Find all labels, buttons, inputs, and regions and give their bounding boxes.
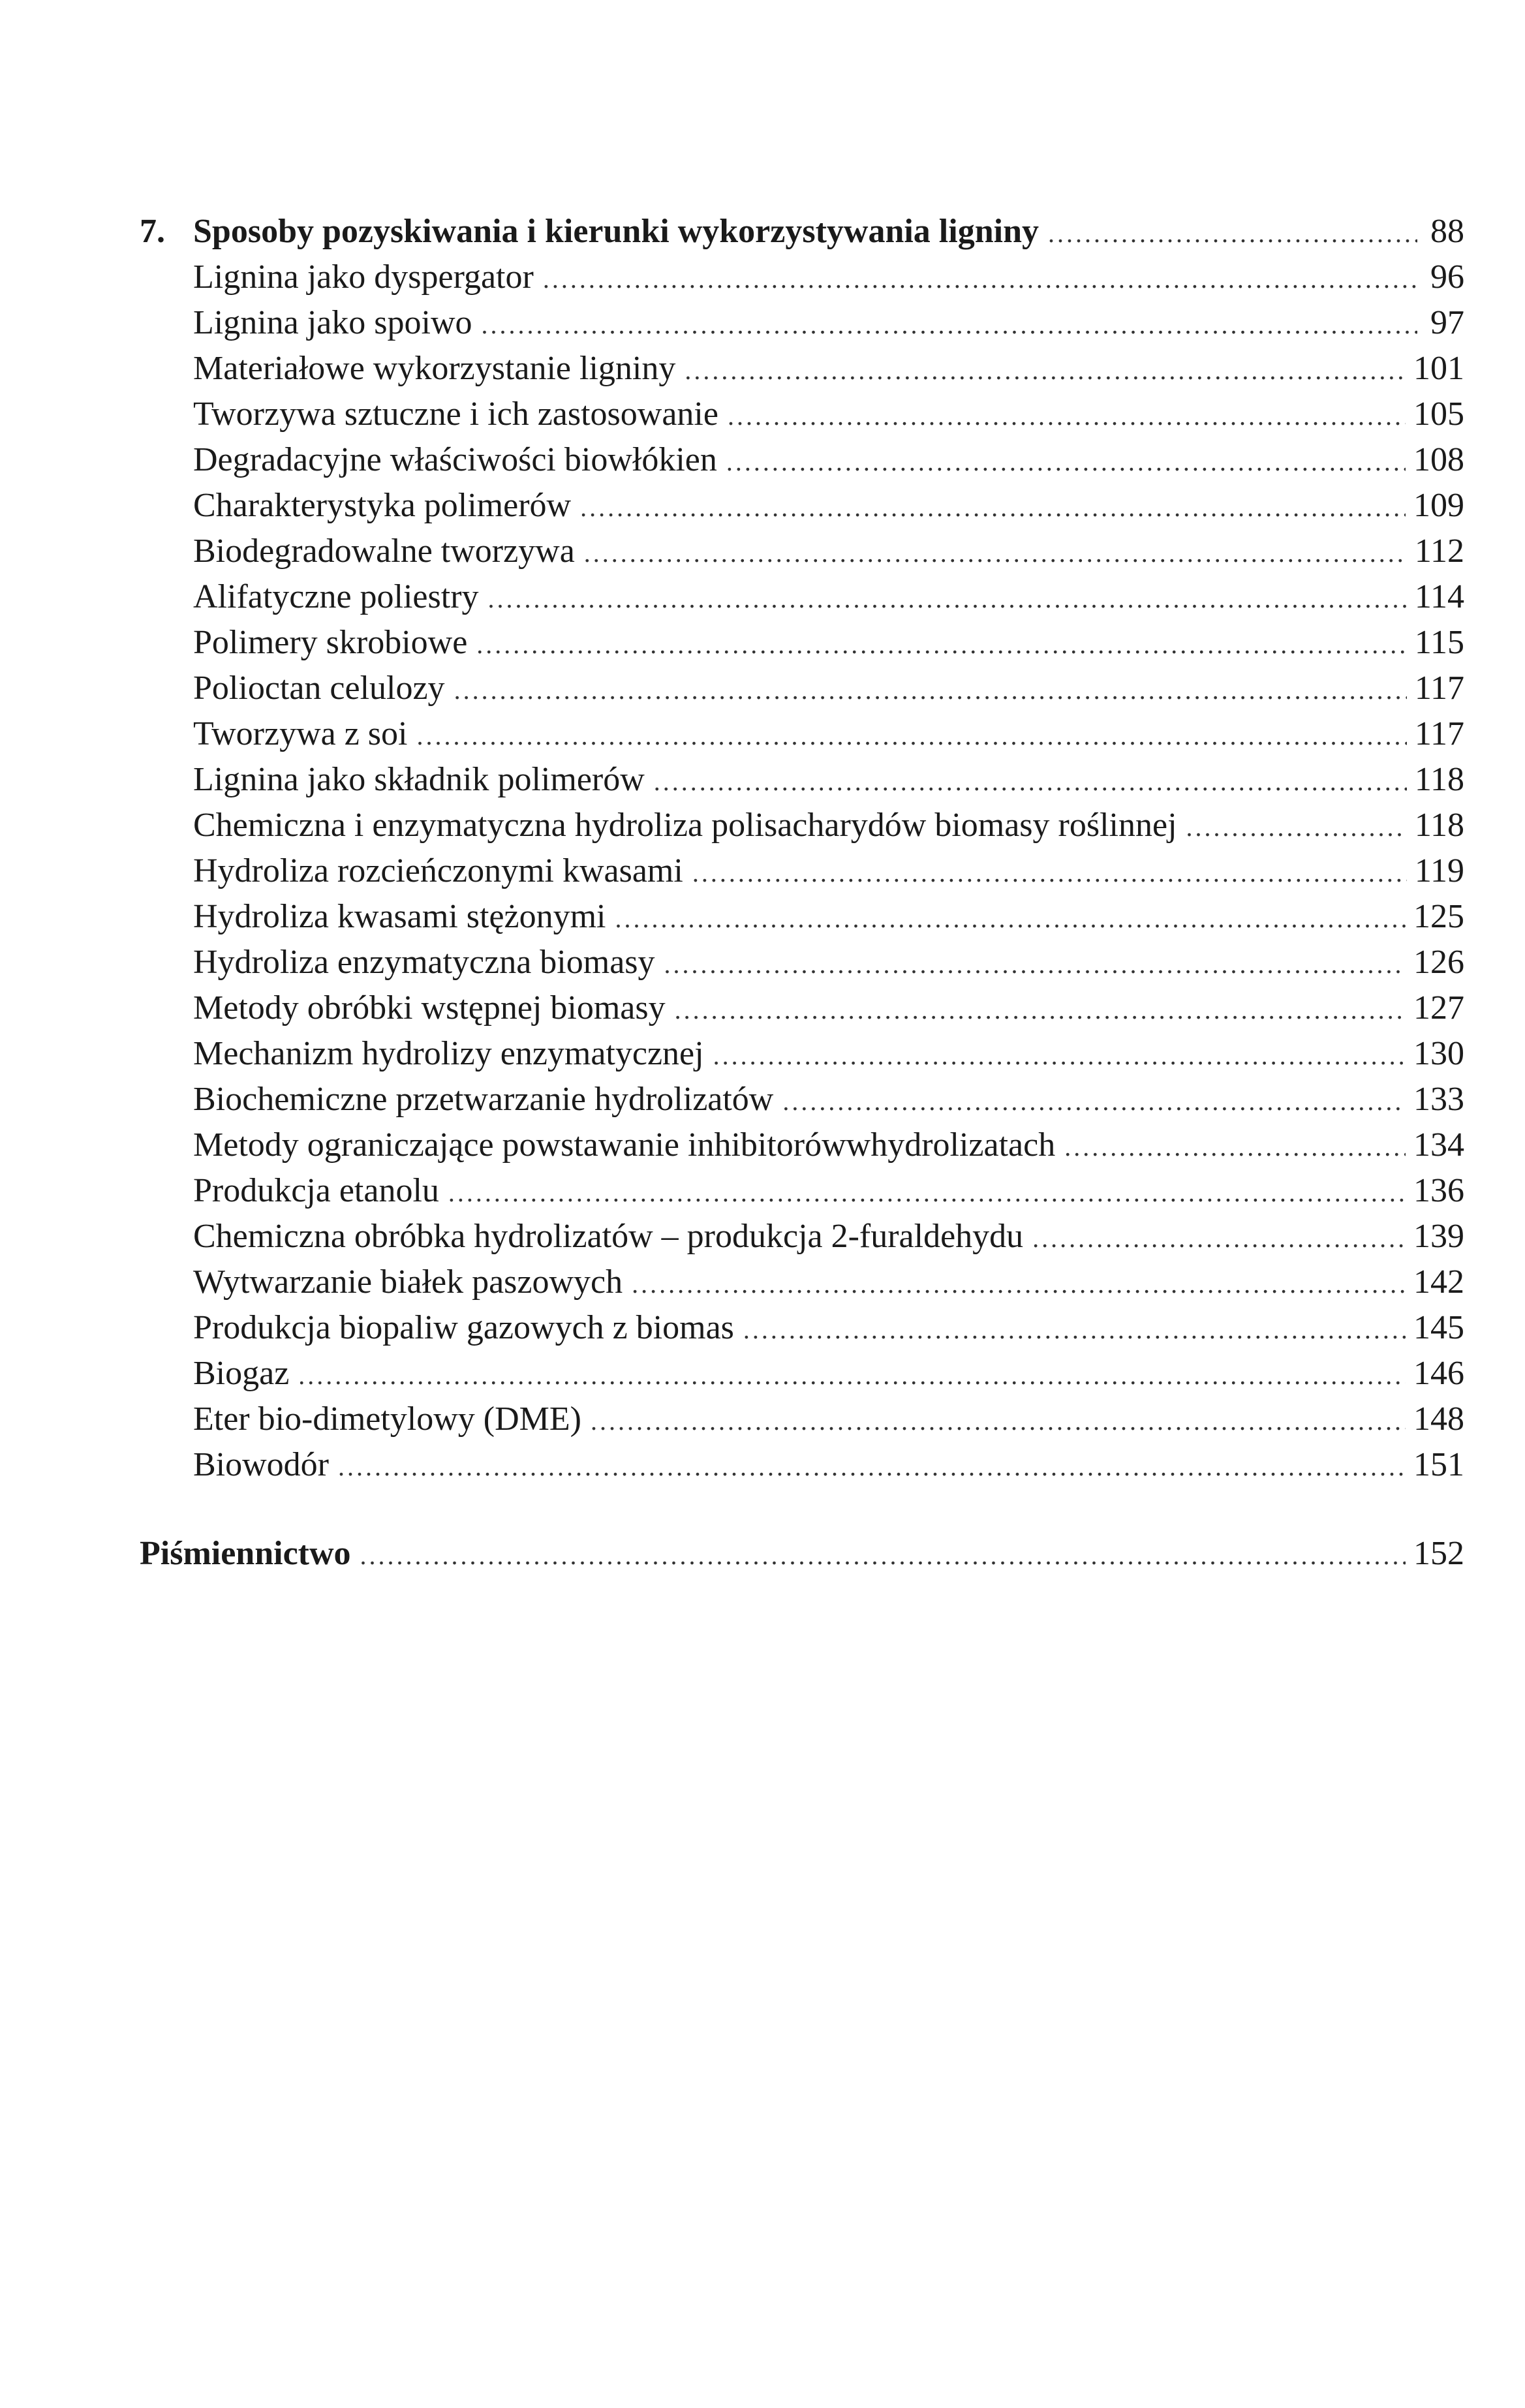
- toc-entry-title: Alifatyczne poliestry: [193, 578, 479, 615]
- toc-entry-title: Biowodór: [193, 1446, 329, 1483]
- toc-entry-title: Metody obróbki wstępnej biomasy: [193, 989, 666, 1026]
- toc-entry-row: [140, 757, 1464, 803]
- toc-entry-title: Charakterystyka polimerów: [193, 487, 572, 524]
- toc-entry-page-number: 112: [1414, 533, 1464, 570]
- toc-entry-title: Chemiczna obróbka hydrolizatów – produkcja 2-furaldehydu: [193, 1218, 1024, 1255]
- chapter-page-number: 88: [1430, 213, 1464, 250]
- toc-entry-title: Metody ograniczające powstawanie inhibitorówwhydrolizatach: [193, 1126, 1056, 1164]
- dot-leader: [1032, 1216, 1406, 1261]
- toc-entry-page-number: 119: [1414, 852, 1464, 889]
- dot-leader: [1048, 211, 1417, 256]
- toc-entry-page-number: 125: [1413, 898, 1464, 935]
- toc-entry-title: Wytwarzanie białek paszowych: [193, 1263, 623, 1301]
- toc-entry-title: Polimery skrobiowe: [193, 624, 468, 661]
- bibliography-title: Piśmiennictwo: [140, 1535, 351, 1572]
- dot-leader: [416, 713, 1406, 759]
- toc-entry-row: [140, 1259, 1464, 1305]
- toc-entry-page-number: 97: [1430, 304, 1464, 341]
- dot-leader: [728, 394, 1406, 439]
- bibliography-page-number: 152: [1413, 1535, 1464, 1572]
- toc-entry-row: [140, 255, 1464, 300]
- dot-leader: [543, 256, 1417, 302]
- toc-entry-title: Degradacyjne właściwości biowłókien: [193, 441, 717, 478]
- toc-entry-row: [140, 1214, 1464, 1259]
- toc-entry-row: [140, 1168, 1464, 1214]
- dot-leader: [1186, 805, 1407, 850]
- dot-leader: [632, 1261, 1406, 1307]
- toc-entry-page-number: 145: [1413, 1309, 1464, 1346]
- toc-entry-title: Hydroliza kwasami stężonymi: [193, 898, 606, 935]
- dot-leader: [664, 942, 1406, 987]
- toc-entry-page-number: 118: [1414, 807, 1464, 844]
- toc-entry-row: [140, 1397, 1464, 1442]
- toc-entry-title: Produkcja biopaliw gazowych z biomas: [193, 1309, 734, 1346]
- chapter-number: 7.: [140, 213, 165, 250]
- dot-leader: [338, 1444, 1406, 1490]
- toc-entry-title: Chemiczna i enzymatyczna hydroliza polisacharydów biomasy roślinnej: [193, 807, 1177, 844]
- toc-entry-page-number: 105: [1413, 395, 1464, 433]
- toc-entry-list: [140, 255, 1464, 1488]
- toc-entry-title: Lignina jako spoiwo: [193, 304, 472, 341]
- dot-leader: [454, 668, 1407, 713]
- toc-entry-page-number: 133: [1413, 1081, 1464, 1118]
- toc-entry-page-number: 108: [1413, 441, 1464, 478]
- toc-entry-row: [140, 1442, 1464, 1488]
- toc-entry-page-number: 151: [1413, 1446, 1464, 1483]
- dot-leader: [713, 1033, 1406, 1079]
- toc-entry-row: [140, 1031, 1464, 1077]
- toc-entry-row: [140, 346, 1464, 392]
- toc-entry-page-number: 117: [1414, 670, 1464, 707]
- toc-entry-page-number: 115: [1414, 624, 1464, 661]
- toc-entry-row: [140, 894, 1464, 940]
- dot-leader: [298, 1353, 1406, 1398]
- toc-entry-row: [140, 940, 1464, 985]
- toc-entry-title: Polioctan celulozy: [193, 670, 445, 707]
- dot-leader: [488, 576, 1407, 622]
- toc-entry-title: Hydroliza rozcieńczonymi kwasami: [193, 852, 683, 889]
- toc-entry-row: [140, 437, 1464, 483]
- dot-leader: [782, 1079, 1406, 1124]
- dot-leader: [591, 1398, 1406, 1444]
- toc-entry-title: Eter bio-dimetylowy (DME): [193, 1400, 581, 1438]
- toc-entry-page-number: 109: [1413, 487, 1464, 524]
- toc-entry-page-number: 126: [1413, 944, 1464, 981]
- toc-entry-title: Lignina jako składnik polimerów: [193, 761, 645, 798]
- toc-entry-page-number: 130: [1413, 1035, 1464, 1072]
- toc-entry-title: Biochemiczne przetwarzanie hydrolizatów: [193, 1081, 774, 1118]
- toc-entry-page-number: 134: [1413, 1126, 1464, 1164]
- toc-entry-row: [140, 574, 1464, 620]
- dot-leader: [685, 348, 1406, 394]
- dot-leader: [580, 485, 1406, 531]
- dot-leader: [726, 439, 1406, 485]
- bibliography-row: [140, 1531, 1464, 1577]
- toc-entry-row: [140, 848, 1464, 894]
- dot-leader: [743, 1307, 1406, 1353]
- chapter-title: Sposoby pozyskiwania i kierunki wykorzystywania ligniny: [193, 213, 1039, 250]
- toc-entry-page-number: 96: [1430, 258, 1464, 296]
- toc-entry-page-number: 101: [1413, 350, 1464, 387]
- toc-entry-title: Biodegradowalne tworzywa: [193, 533, 575, 570]
- toc-entry-title: Lignina jako dyspergator: [193, 258, 534, 296]
- dot-leader: [482, 302, 1417, 348]
- dot-leader: [584, 531, 1407, 576]
- toc-entry-row: [140, 666, 1464, 711]
- toc-entry-row: [140, 985, 1464, 1031]
- dot-leader: [675, 987, 1406, 1033]
- toc-entry-row: [140, 1122, 1464, 1168]
- toc-entry-row: [140, 1077, 1464, 1122]
- toc-entry-row: [140, 711, 1464, 757]
- toc-entry-title: Tworzywa z soi: [193, 715, 408, 752]
- dot-leader: [360, 1533, 1406, 1579]
- chapter-heading-row: [140, 209, 1464, 255]
- toc-entry-page-number: 148: [1413, 1400, 1464, 1438]
- toc-entry-title: Hydroliza enzymatyczna biomasy: [193, 944, 655, 981]
- table-of-contents: [140, 209, 1464, 1577]
- toc-entry-row: [140, 483, 1464, 529]
- toc-entry-title: Produkcja etanolu: [193, 1172, 439, 1209]
- section-spacer: [140, 1488, 1464, 1531]
- toc-entry-row: [140, 300, 1464, 346]
- toc-entry-page-number: 139: [1413, 1218, 1464, 1255]
- dot-leader: [476, 622, 1407, 668]
- toc-entry-row: [140, 1305, 1464, 1351]
- toc-entry-page-number: 142: [1413, 1263, 1464, 1301]
- toc-entry-row: [140, 803, 1464, 848]
- toc-entry-page-number: 118: [1414, 761, 1464, 798]
- toc-entry-row: [140, 620, 1464, 666]
- toc-entry-title: Materiałowe wykorzystanie ligniny: [193, 350, 676, 387]
- toc-entry-row: [140, 392, 1464, 437]
- toc-entry-page-number: 146: [1413, 1355, 1464, 1392]
- dot-leader: [615, 896, 1406, 942]
- toc-entry-row: [140, 529, 1464, 574]
- toc-entry-title: Mechanizm hydrolizy enzymatycznej: [193, 1035, 704, 1072]
- dot-leader: [448, 1170, 1406, 1216]
- dot-leader: [692, 850, 1407, 896]
- toc-entry-page-number: 114: [1414, 578, 1464, 615]
- dot-leader: [654, 759, 1407, 805]
- toc-entry-page-number: 136: [1413, 1172, 1464, 1209]
- dot-leader: [1064, 1124, 1406, 1170]
- toc-entry-page-number: 127: [1413, 989, 1464, 1026]
- toc-entry-row: [140, 1351, 1464, 1397]
- toc-entry-page-number: 117: [1414, 715, 1464, 752]
- toc-entry-title: Tworzywa sztuczne i ich zastosowanie: [193, 395, 718, 433]
- toc-entry-title: Biogaz: [193, 1355, 290, 1392]
